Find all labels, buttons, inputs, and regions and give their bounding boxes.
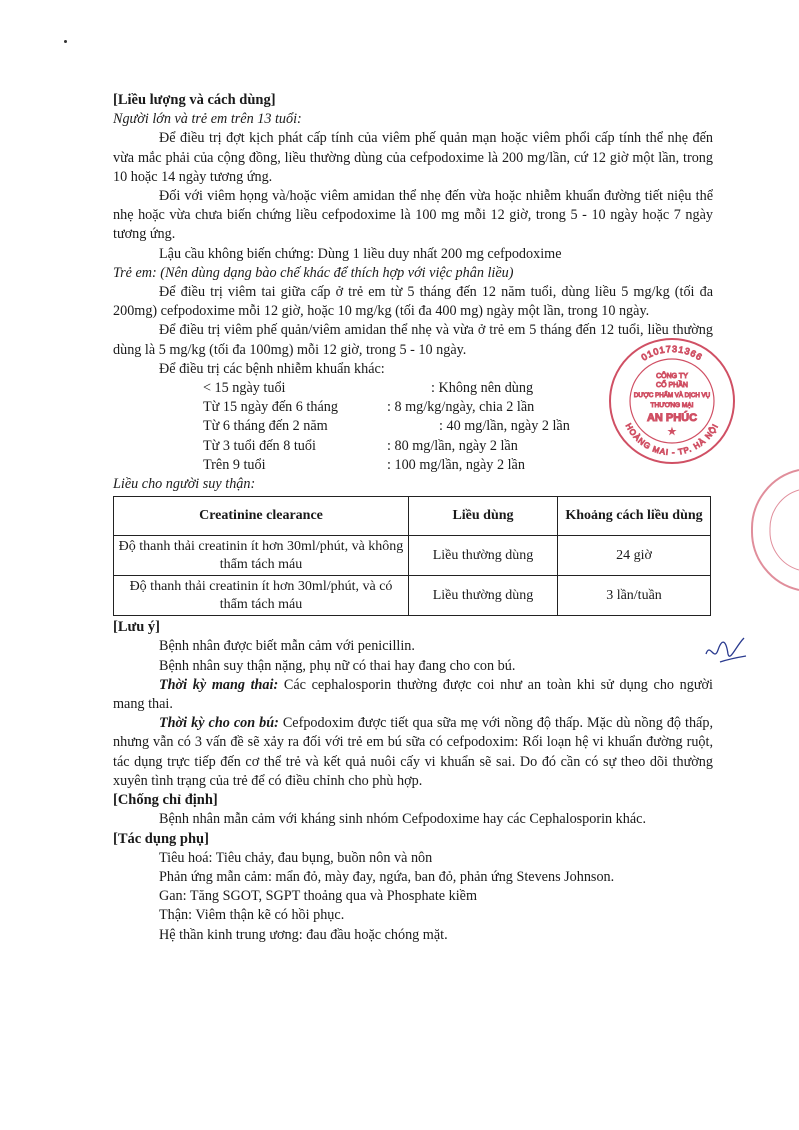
table-cell: Độ thanh thải creatinin ít hơn 30ml/phút, và không thẩm tách máu [114, 536, 409, 576]
renal-dose-table [113, 496, 711, 616]
list-item: Phản ứng mẫn cảm: mẩn đỏ, mày đay, ngứa, ban đỏ, phản ứng Stevens Johnson. [159, 868, 615, 885]
adult-paragraph-1: Để điều trị đợt kịch phát cấp tính của viêm phế quản mạn hoặc viêm phổi cấp tính thể nhẹ đến vừa mắc phải của cộng đồng, liều thường dùng của cefpodoxime là 200 mg/lần, cứ 12 giờ một lần, trong 10 hoặc 14 ngày tương ứng. [113, 130, 713, 185]
adult-paragraph-3: Lậu cầu không biến chứng: Dùng 1 liều duy nhất 200 mg cefpodoxime [159, 245, 562, 262]
dose-age: Từ 3 tuổi đến 8 tuổi [203, 437, 316, 454]
svg-text:0101731366 [640, 344, 705, 363]
adult-subheading: Người lớn và trẻ em trên 13 tuổi: [113, 111, 302, 128]
contraindication-heading: [Chống chỉ định] [113, 792, 218, 809]
table-header-cell: Liều dùng [409, 497, 558, 536]
child-paragraph-3: Để điều trị các bệnh nhiễm khuẩn khác: [159, 360, 385, 377]
table-cell: Độ thanh thải creatinin ít hơn 30ml/phút, và có thẩm tách máu [114, 576, 409, 616]
adult-paragraph-2: Đối với viêm họng và/hoặc viêm amidan thể nhẹ đến vừa hoặc nhiễm khuẩn đường tiết niệu thể nhẹ hoặc vừa chưa biến chứng liều cefpodoxime là 100 mg mỗi 12 giờ, trong 5 - 10 ngày hoặc 7 ngày tương ứng. [113, 188, 713, 243]
seal-bottom-text: HOÀNG MAI - TP. HÀ NỘI [623, 421, 721, 458]
table-cell: Liều thường dùng [409, 536, 558, 576]
seal-line-2: CỔ PHẦN [656, 382, 688, 389]
caution-paragraph-1: Bệnh nhân được biết mẫn cảm với penicillin. [159, 638, 415, 655]
svg-text:★: ★ [668, 427, 676, 436]
child-paragraph-1: Để điều trị viêm tai giữa cấp ở trẻ em từ 5 tháng đến 12 năm tuổi, dùng liều 5 mg/kg (tối đa 200mg) cefpodoxime mỗi 12 giờ, hoặc 10 mg/kg (tối đa 400 mg) ngày một lần, trong 10 ngày. [113, 284, 713, 320]
table-header-cell: Khoảng cách liều dùng [558, 497, 711, 536]
signature-icon [700, 632, 750, 670]
child-paragraph-2: Để điều trị viêm phế quản/viêm amidan thể nhẹ và vừa ở trẻ em 5 tháng đến 12 tuổi, liều thường dùng là 5 mg/kg (tối đa 100mg) mỗi 12 giờ, trong 5 - 10 ngày. [113, 322, 713, 358]
dose-age: < 15 ngày tuổi [203, 380, 286, 397]
seal-line-3: DƯỢC PHẨM VÀ DỊCH VỤ [633, 392, 711, 399]
list-item: Thận: Viêm thận kẽ có hồi phục. [159, 907, 345, 924]
dose-age: Trên 9 tuổi [203, 456, 266, 473]
document-page [113, 91, 713, 945]
seal-line-1: CÔNG TY [656, 373, 688, 380]
contraindication-paragraph: Bệnh nhân mẫn cảm với kháng sinh nhóm Cefpodoxime hay các Cephalosporin khác. [159, 811, 647, 828]
table-cell: Liều thường dùng [409, 576, 558, 616]
list-item: Tiêu hoá: Tiêu chảy, đau bụng, buồn nôn và nôn [159, 849, 433, 866]
pregnancy-label: Thời kỳ mang thai: [159, 676, 279, 693]
side-effects-heading: [Tác dụng phụ] [113, 830, 209, 847]
table-row [114, 576, 711, 616]
dose-value: : 100 mg/lần, ngày 2 lần [387, 456, 525, 473]
list-item: Gan: Tăng SGOT, SGPT thoảng qua và Phosphate kiềm [159, 888, 478, 905]
pregnancy-text: Các cephalosporin thường được coi như an toàn khi sử dụng cho người mang thai. [113, 676, 713, 713]
side-effects-list [113, 849, 713, 945]
seal-top-text: 0101731366 [639, 343, 705, 363]
dose-value: : Không nên dùng [431, 380, 534, 397]
seal-line-4: THƯƠNG MẠI [650, 402, 694, 409]
dosage-heading: [Liều lượng và cách dùng] [113, 92, 276, 108]
dose-value: : 80 mg/lần, ngày 2 lần [387, 437, 518, 454]
pregnancy-paragraph [113, 676, 713, 714]
caution-heading: [Lưu ý] [113, 619, 160, 636]
table-header-row [114, 497, 711, 536]
lactation-label: Thời kỳ cho con bú: [159, 715, 279, 732]
caution-paragraph-2: Bệnh nhân suy thận nặng, phụ nữ có thai hay đang cho con bú. [159, 657, 516, 674]
table-cell: 24 giờ [558, 536, 711, 576]
list-item: Hệ thần kinh trung ương: đau đầu hoặc chóng mặt. [159, 926, 448, 943]
renal-subheading: Liều cho người suy thận: [113, 476, 256, 493]
dose-age: Từ 6 tháng đến 2 năm [203, 418, 328, 435]
partial-seal-icon [742, 460, 799, 600]
dose-value: : 40 mg/lần, ngày 2 lần [439, 418, 570, 435]
child-subheading: Trẻ em: (Nên dùng dạng bào chế khác để thích hợp với việc phân liều) [113, 264, 514, 281]
scan-speck [64, 40, 67, 43]
table-header-cell: Creatinine clearance [114, 497, 409, 536]
table-row [114, 536, 711, 576]
seal-line-5: AN PHÚC [646, 412, 698, 424]
dose-age: Từ 15 ngày đến 6 tháng [203, 399, 338, 416]
table-cell: 3 lần/tuần [558, 576, 711, 616]
dose-value: : 8 mg/kg/ngày, chia 2 lần [387, 399, 535, 416]
lactation-text: Cefpodoxim được tiết qua sữa mẹ với nồng độ thấp. Mặc dù nồng độ thấp, nhưng vẫn có 3 vấn đề sẽ xảy ra đối với trẻ em bú sữa có cefpodoxim: Rối loạn hệ vi khuẩn đường ruột, tác dụng trực tiếp đến cơ thể trẻ và kết quả nuôi cấy vi khuẩn sẽ sai. Do đó cần có sự theo dõi thường xuyên tình trạng của trẻ để có điều chỉnh cho phù hợp. [113, 715, 713, 789]
company-seal-icon [607, 336, 737, 466]
lactation-paragraph [113, 714, 713, 791]
